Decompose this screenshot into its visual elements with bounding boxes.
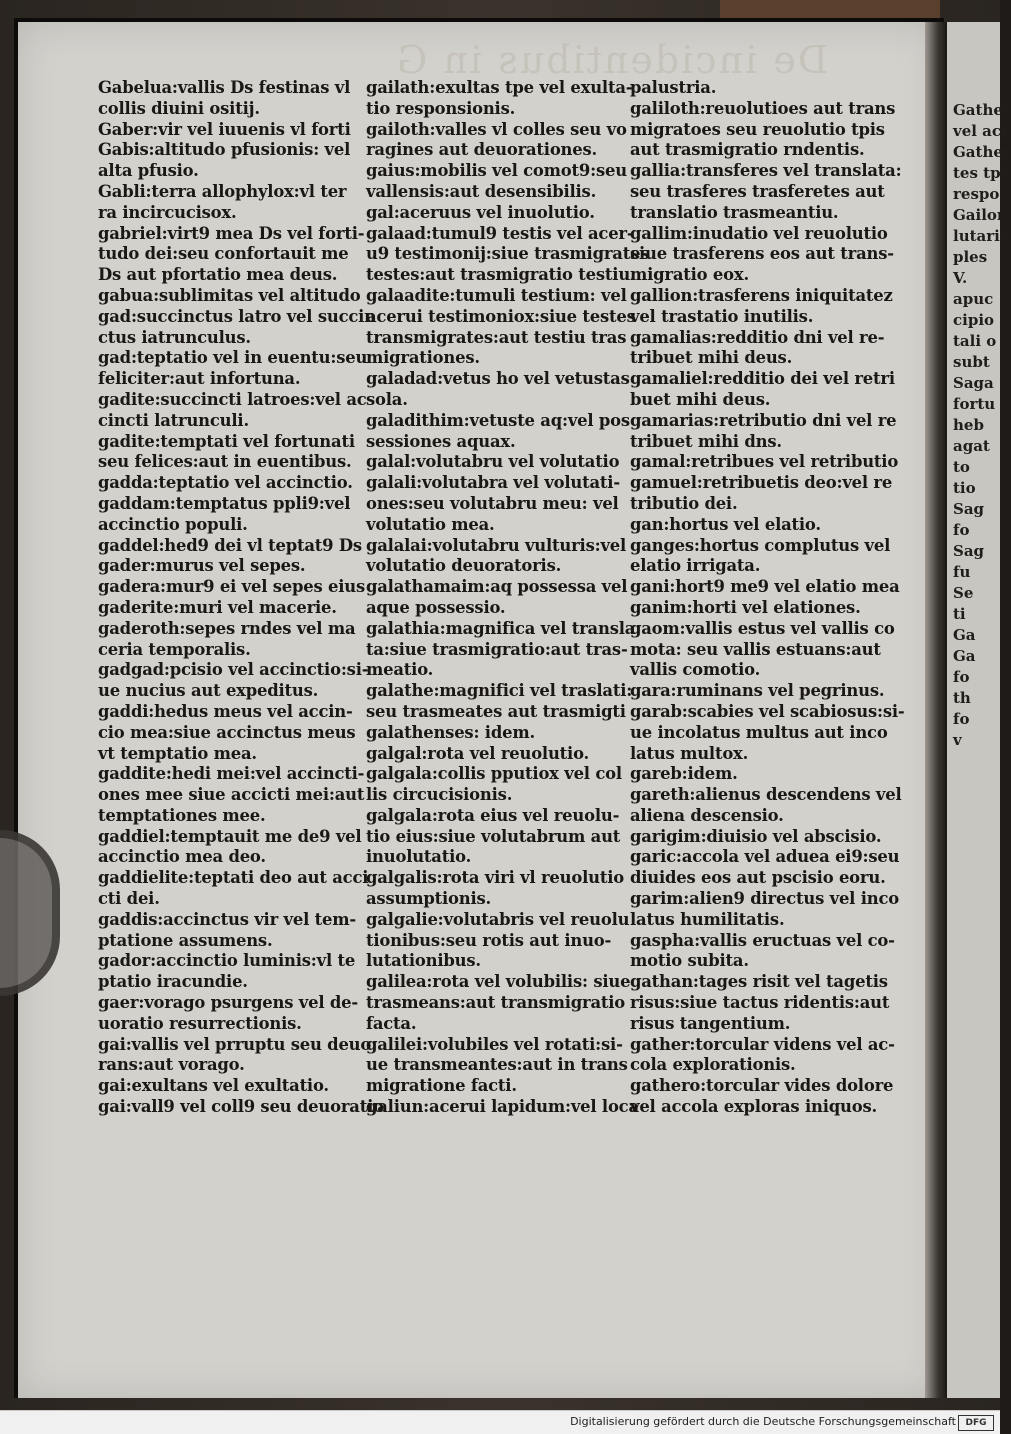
text-line: risus tangentium. — [630, 1013, 791, 1033]
text-line: galiloth:reuolutioes aut trans — [630, 98, 896, 118]
text-line: tributio dei. — [630, 493, 738, 513]
text-line: tribuet mihi deus. — [630, 348, 793, 368]
text-line: meatio. — [366, 660, 434, 680]
fragment-line: tes tpe — [953, 164, 1011, 182]
text-line: gador:accinctio luminis:vl te — [98, 951, 356, 971]
text-line: migratio eox. — [630, 265, 749, 285]
text-line: tribuet mihi dns. — [630, 431, 782, 451]
text-line: gallia:transferes vel translata: — [630, 161, 902, 181]
text-line: gaddi:hedus meus vel accin- — [98, 701, 353, 721]
text-line: migrationes. — [366, 348, 480, 368]
text-line: ganges:hortus complutus vel — [630, 535, 891, 555]
text-line: galilei:volubiles vel rotati:si- — [366, 1034, 623, 1054]
text-line: tio responsionis. — [366, 98, 516, 118]
book-gutter — [925, 22, 947, 1398]
fragment-line: lutario — [953, 227, 1010, 245]
fragment-line: fu — [953, 563, 971, 581]
text-line: migratione facti. — [366, 1076, 517, 1096]
text-line: Gabli:terra allophylox:vl ter — [98, 181, 347, 201]
text-line: tionibus:seu rotis aut inuo- — [366, 930, 612, 950]
text-line: gamal:retribues vel retributio — [630, 452, 899, 472]
text-line: galadithim:vetuste aq:vel pos — [366, 410, 630, 430]
text-line: ptatione assumens. — [98, 930, 273, 950]
text-line: gad:succinctus latro vel succin — [98, 306, 376, 326]
text-line: galgala:rota eius vel reuolu- — [366, 805, 620, 825]
text-line: testes:aut trasmigratio testiu. — [366, 265, 636, 285]
text-line: migratoes seu reuolutio tpis — [630, 119, 885, 139]
text-line: trasmeans:aut transmigratio — [366, 993, 626, 1013]
text-line: Gabis:altitudo pfusionis: vel — [98, 140, 351, 160]
text-line: cincti latrunculi. — [98, 410, 249, 430]
text-line: gai:vall9 vel coll9 seu deuoratio — [98, 1097, 384, 1117]
text-line: buet mihi deus. — [630, 389, 771, 409]
text-line: diuides eos aut pscisio eoru. — [630, 868, 886, 888]
text-line: ptatio iracundie. — [98, 972, 248, 992]
text-line: galathamaim:aq possessa vel — [366, 577, 628, 597]
text-line: palustria. — [630, 78, 717, 97]
text-line: Gabelua:vallis Ds festinas vl — [98, 78, 351, 97]
text-line: aut trasmigratio rndentis. — [630, 140, 865, 160]
text-line: lutationibus. — [366, 951, 481, 971]
text-line: gaer:vorago psurgens vel de- — [98, 993, 358, 1013]
fragment-line: fortu — [953, 395, 996, 413]
glossary-column-right — [630, 78, 918, 1118]
text-line: garab:scabies vel scabiosus:si- — [630, 701, 905, 721]
text-line: gather:torcular videns vel ac- — [630, 1034, 895, 1054]
text-line: gadgad:pcisio vel accinctio:si- — [98, 660, 369, 680]
text-line: galal:volutabru vel volutatio — [366, 452, 620, 472]
text-line: gailoth:valles vl colles seu vo — [366, 119, 627, 139]
fragment-line: fo — [953, 668, 970, 686]
fragment-line: cipio — [953, 311, 995, 329]
text-line: assumptionis. — [366, 889, 492, 909]
text-line: cola explorationis. — [630, 1055, 796, 1075]
text-line: galiun:acerui lapidum:vel loca — [366, 1097, 639, 1117]
text-line: gai:vallis vel prruptu seu deuo — [98, 1034, 372, 1054]
text-line: ta:siue trasmigratio:aut tras- — [366, 639, 628, 659]
text-line: galalai:volutabru vulturis:vel — [366, 535, 627, 555]
text-line: sessiones aquax. — [366, 431, 516, 451]
text-line: inuolutatio. — [366, 847, 472, 867]
text-line: gadera:mur9 ei vel sepes eius — [98, 577, 366, 597]
text-line: transmigrates:aut testiu tras — [366, 327, 627, 347]
fragment-line: ti — [953, 605, 966, 623]
text-line: gani:hort9 me9 vel elatio mea — [630, 577, 900, 597]
fragment-line: Gather — [953, 101, 1011, 119]
text-line: temptationes mee. — [98, 805, 266, 825]
text-line: gaddiel:temptauit me de9 vel — [98, 826, 362, 846]
text-line: volutatio mea. — [366, 514, 495, 534]
fragment-line: Sag — [953, 500, 985, 518]
fragment-line: fo — [953, 710, 970, 728]
text-line: vallensis:aut desensibilis. — [366, 181, 597, 201]
text-line: galilea:rota vel volubilis: siue — [366, 972, 631, 992]
text-line: galathe:magnifici vel traslati: — [366, 681, 633, 701]
text-line: ctus iatrunculus. — [98, 327, 251, 347]
text-line: lis circucisionis. — [366, 785, 513, 805]
fragment-line: Saga — [953, 374, 994, 392]
text-line: Ds aut pfortatio mea deus. — [98, 265, 338, 285]
text-line: uoratio resurrectionis. — [98, 1013, 302, 1033]
fragment-line: tio — [953, 479, 976, 497]
text-line: rans:aut vorago. — [98, 1055, 245, 1075]
fragment-line: Se — [953, 584, 974, 602]
text-line: latus humilitatis. — [630, 909, 785, 929]
text-line: aque possessio. — [366, 597, 506, 617]
text-line: gaddis:accinctus vir vel tem- — [98, 909, 356, 929]
text-line: gai:exultans vel exultatio. — [98, 1076, 329, 1096]
text-line: risus:siue tactus ridentis:aut — [630, 993, 890, 1013]
fragment-line: Gather — [953, 143, 1011, 161]
text-line: galathia:magnifica vel transla — [366, 618, 636, 638]
text-line: gamarias:retributio dni vel re — [630, 410, 897, 430]
text-line: galgal:rota vel reuolutio. — [366, 743, 590, 763]
text-line: ra incircucisox. — [98, 202, 237, 222]
text-line: gad:teptatio vel in euentu:seu — [98, 348, 368, 368]
text-line: aliena descensio. — [630, 805, 784, 825]
text-line: gaderite:muri vel macerie. — [98, 597, 337, 617]
text-line: gadite:temptati vel fortunati — [98, 431, 355, 451]
text-line: gaddite:hedi mei:vel accincti- — [98, 764, 365, 784]
text-line: elatio irrigata. — [630, 556, 761, 576]
fragment-line: V. — [953, 269, 968, 287]
fragment-line: v — [953, 731, 962, 749]
text-line: gaddam:temptatus ppli9:vel — [98, 493, 351, 513]
text-line: facta. — [366, 1013, 417, 1033]
fragment-line: Gailon — [953, 206, 1008, 224]
text-line: galgala:collis pputiox vel col — [366, 764, 622, 784]
text-line: garim:alien9 directus vel inco — [630, 889, 899, 909]
text-line: gailath:exultas tpe vel exulta- — [366, 78, 633, 97]
text-line: seu felices:aut in euentibus. — [98, 452, 352, 472]
text-line: garic:accola vel aduea ei9:seu — [630, 847, 900, 867]
text-line: mota: seu vallis estuans:aut — [630, 639, 881, 659]
text-line: gader:murus vel sepes. — [98, 556, 306, 576]
fragment-line: agat — [953, 437, 990, 455]
text-line: gareth:alienus descendens vel — [630, 785, 902, 805]
text-line: gabriel:virt9 mea Ds vel forti- — [98, 223, 365, 243]
text-line: gathero:torcular vides dolore — [630, 1076, 894, 1096]
text-line: galadad:vetus ho vel vetustas — [366, 369, 630, 389]
fragment-line: Ga — [953, 626, 976, 644]
text-line: garigim:diuisio vel abscisio. — [630, 826, 882, 846]
text-line: Gaber:vir vel iuuenis vl forti — [98, 119, 351, 139]
text-line: ue transmeantes:aut in trans — [366, 1055, 628, 1075]
fragment-line: subt — [953, 353, 990, 371]
binding-ribbon — [720, 0, 940, 18]
text-line: vallis comotio. — [630, 660, 761, 680]
fragment-line: heb — [953, 416, 984, 434]
text-line: gaddielite:teptati deo aut acci — [98, 868, 369, 888]
fragment-line: Ga — [953, 647, 976, 665]
text-line: sola. — [366, 389, 408, 409]
text-line: cti dei. — [98, 889, 160, 909]
text-line: ganim:horti vel elationes. — [630, 597, 861, 617]
text-line: collis diuini ositij. — [98, 98, 260, 118]
fragment-line: ples — [953, 248, 988, 266]
text-line: vel accola exploras iniquos. — [630, 1097, 877, 1117]
fragment-line: vel acc — [953, 122, 1011, 140]
text-line: ue incolatus multus aut inco — [630, 722, 888, 742]
text-line: galathenses: idem. — [366, 722, 535, 742]
text-line: accinctio mea deo. — [98, 847, 266, 867]
text-line: gamuel:retribuetis deo:vel re — [630, 473, 893, 493]
text-line: translatio trasmeantiu. — [630, 202, 839, 222]
text-line: cio mea:siue accinctus meus — [98, 722, 356, 742]
text-line: gathan:tages risit vel tagetis — [630, 972, 888, 992]
text-line: gaspha:vallis eructuas vel co- — [630, 930, 895, 950]
text-line: ones mee siue accicti mei:aut — [98, 785, 365, 805]
fragment-line: respo — [953, 185, 1000, 203]
glossary-column-middle — [366, 78, 650, 1118]
text-line: gal:aceruus vel inuolutio. — [366, 202, 595, 222]
text-line: gan:hortus vel elatio. — [630, 514, 821, 534]
text-line: gareb:idem. — [630, 764, 738, 784]
text-line: gaderoth:sepes rndes vel ma — [98, 618, 356, 638]
funding-notice: Digitalisierung gefördert durch die Deutsche Forschungsgemeinschaft — [570, 1415, 956, 1428]
text-line: ceria temporalis. — [98, 639, 251, 659]
text-line: gamaliel:redditio dei vel retri — [630, 369, 895, 389]
text-line: volutatio deuoratoris. — [366, 556, 562, 576]
text-line: galali:volutabra vel volutati- — [366, 473, 620, 493]
text-line: gaius:mobilis vel comot9:seu — [366, 161, 627, 181]
text-line: vt temptatio mea. — [98, 743, 257, 763]
fragment-line: th — [953, 689, 971, 707]
text-line: u9 testimonij:siue trasmigrates — [366, 244, 650, 264]
text-line: gaddel:hed9 dei vl teptat9 Ds — [98, 535, 362, 555]
fragment-line: to — [953, 458, 970, 476]
text-line: seu trasferes trasferetes aut — [630, 181, 885, 201]
text-line: siue trasferens eos aut trans- — [630, 244, 894, 264]
text-line: seu trasmeates aut trasmigti — [366, 701, 626, 721]
text-line: motio subita. — [630, 951, 749, 971]
text-line: accinctio populi. — [98, 514, 248, 534]
text-line: acerui testimoniox:siue testes — [366, 306, 636, 326]
text-line: gamalias:redditio dni vel re- — [630, 327, 885, 347]
text-line: gallim:inudatio vel reuolutio — [630, 223, 888, 243]
footer-bar — [0, 1410, 1000, 1434]
text-line: galgalie:volutabris vel reuolu — [366, 909, 630, 929]
dfg-logo-icon: DFG — [958, 1415, 994, 1431]
text-line: gadite:succincti latroes:vel ac — [98, 389, 367, 409]
fragment-line: apuc — [953, 290, 994, 308]
text-line: galaad:tumul9 testis vel acer- — [366, 223, 634, 243]
text-line: latus multox. — [630, 743, 749, 763]
glossary-column-left — [98, 78, 384, 1118]
text-line: feliciter:aut infortuna. — [98, 369, 301, 389]
show-through-running-head: De incidentibus in G — [395, 38, 829, 82]
text-line: tudo dei:seu confortauit me — [98, 244, 349, 264]
fragment-line: fo — [953, 521, 970, 539]
text-line: ones:seu volutabru meu: vel — [366, 493, 619, 513]
text-line: alta pfusio. — [98, 161, 199, 181]
text-line: vel trastatio inutilis. — [630, 306, 814, 326]
text-line: gadda:teptatio vel accinctio. — [98, 473, 353, 493]
text-line: ue nucius aut expeditus. — [98, 681, 319, 701]
fragment-line: tali o — [953, 332, 997, 350]
fragment-line: Sag — [953, 542, 985, 560]
text-line: tio eius:siue volutabrum aut — [366, 826, 621, 846]
text-line: gara:ruminans vel pegrinus. — [630, 681, 885, 701]
text-line: gaom:vallis estus vel vallis co — [630, 618, 895, 638]
adjacent-page-fragments — [953, 100, 1011, 751]
text-line: gallion:trasferens iniquitatez — [630, 285, 893, 305]
text-line: gabua:sublimitas vel altitudo — [98, 285, 361, 305]
text-line: galgalis:rota viri vl reuolutio — [366, 868, 624, 888]
text-line: galaadite:tumuli testium: vel — [366, 285, 627, 305]
text-line: ragines aut deuorationes. — [366, 140, 598, 160]
